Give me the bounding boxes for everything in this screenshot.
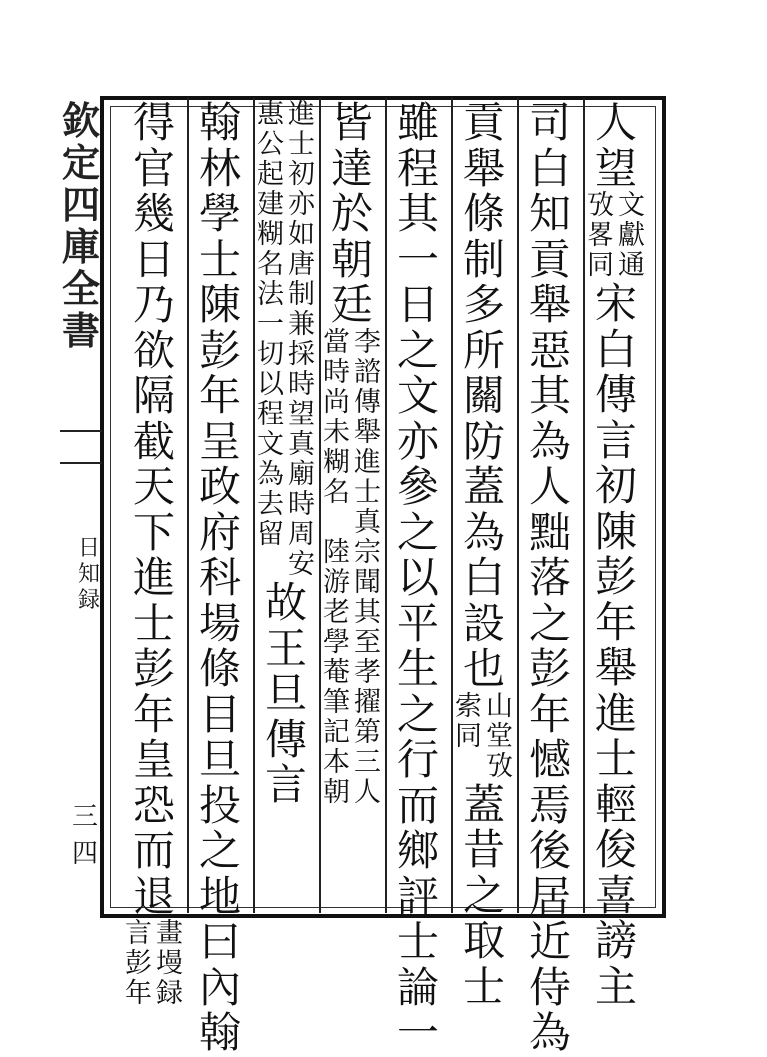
annotation-char: 安 [288,549,315,580]
annotation-char: 時 [288,369,315,400]
annotation-char: 一 [257,309,284,340]
annotation-char: 朝 [323,776,350,808]
main-text-char: 幾 [132,189,175,238]
annotation-char: 至 [354,626,381,658]
main-text-char: 參 [396,462,439,511]
annotation-char: 糊 [257,219,284,250]
annotation-char [332,508,341,538]
annotation-char: 墁 [156,948,183,979]
main-text-char: 截 [132,416,175,466]
annotation-line-right [156,919,183,1009]
main-text-char: 舉 [594,643,637,692]
main-text-char: 亦 [396,416,439,466]
main-text-char: 後 [528,826,571,875]
main-text-char: 進 [132,553,175,602]
book-title-char: 録 [78,588,101,613]
main-text-char: 以 [396,553,439,602]
annotation-char: 舉 [354,416,381,448]
annotation-char: 同 [587,250,614,281]
main-text-char: 呈 [198,416,241,466]
annotation-char: 兼 [288,309,315,340]
main-text-char: 乃 [132,280,175,329]
book-title-char: 知 [78,562,101,587]
main-text-char: 下 [132,507,175,557]
main-text [595,100,637,191]
main-text-char: 之 [198,826,241,875]
main-text-char: 評 [396,871,439,921]
annotation-char: 筆 [323,686,350,718]
main-text-char: 防 [462,416,505,466]
annotation-char: 記 [323,716,350,748]
main-text-char: 憾 [528,735,571,784]
main-text-char: 達 [330,143,373,193]
annotation-char: 程 [257,399,284,430]
annotation-char: 三 [354,746,381,778]
main-text-char: 陳 [198,280,241,329]
main-text-char: 取 [462,916,505,965]
annotation-char: 堂 [486,720,513,752]
book-title-char: 日 [78,536,101,561]
collection-title-char: 書 [62,308,101,353]
annotation-char: 録 [156,978,183,1009]
main-text-char: 蓋 [462,779,505,829]
main-text-char: 皇 [132,735,175,784]
page-number: 三四 [72,802,99,869]
annotation-char: 尚 [323,386,350,418]
main-text-char: 其 [396,189,439,238]
collection-title [62,100,100,352]
main-text-char: 彭 [594,552,637,601]
annotation-char: 李 [354,326,381,358]
main-text-char: 一 [396,1008,439,1057]
annotation-char: 起 [257,159,284,190]
main-text-char: 政 [198,462,241,511]
annotation-char: 菴 [323,656,350,688]
main-text-char: 鄉 [396,826,439,875]
main-text-char: 其 [528,371,571,420]
main-text-char: 初 [594,461,637,510]
annotation-char: 如 [288,219,315,250]
main-text-char: 焉 [528,780,571,830]
main-text [463,100,505,692]
annotation-char: 惠 [257,99,284,130]
main-text-char: 官 [132,143,175,193]
annotation-line-right [618,191,645,281]
annotation-char: 陸 [323,536,350,568]
main-text-char: 多 [462,280,505,329]
main-text-char: 蓋 [462,462,505,511]
main-text-char: 舉 [462,143,505,193]
annotation-char: 聞 [354,566,381,598]
annotation-char: 周 [288,519,315,550]
main-text-char: 舉 [528,280,571,329]
main-text-char: 輕 [594,779,637,829]
annotation-char: 為 [257,459,284,490]
main-text-char: 朝 [330,234,373,284]
main-text-char: 論 [396,962,439,1012]
annotation-char: 本 [323,746,350,778]
main-text-char: 生 [396,644,439,693]
collection-title-char: 全 [62,266,101,311]
annotation-char: 當 [323,326,350,358]
main-text-char: 旦 [198,735,241,784]
main-text-char: 彭 [198,325,241,375]
annotation-char: 留 [257,519,284,550]
annotation-char: 人 [354,776,381,808]
annotation-line-left [125,919,152,1009]
collection-title-char: 四 [62,182,101,227]
annotation-char: 初 [288,159,315,190]
annotation-line-left [587,191,614,281]
main-text-char: 人 [528,462,571,511]
annotation-char: 宗 [354,536,381,568]
main-text-char: 年 [528,689,571,739]
main-text-char: 宋 [594,279,637,328]
main-text-char: 侍 [528,962,571,1012]
annotation-char: 學 [323,626,350,658]
main-text-char: 黜 [528,507,571,557]
main-text-char: 昔 [462,825,505,874]
main-text-char: 貢 [528,234,571,284]
annotation-char: 畫 [156,918,183,949]
main-text-char: 雖 [396,98,439,147]
annotation-line-left [323,328,350,808]
annotation-char: 游 [323,566,350,598]
main-text-char: 陳 [594,506,637,556]
annotation-char: 去 [257,489,284,520]
main-text-char: 司 [528,98,571,147]
annotation-char: 獻 [618,220,645,251]
main-text-char: 貢 [462,98,505,147]
main-text-char: 言 [594,415,637,465]
annotation-char: 未 [323,416,350,448]
main-text [199,100,241,1056]
main-text [331,100,373,328]
annotation-char: 以 [257,369,284,400]
annotation-char: 進 [288,99,315,130]
main-text-char: 所 [462,325,505,375]
annotation-char: 法 [257,279,284,310]
main-text-char: 傳 [264,714,307,764]
page-spine [60,96,102,918]
annotation-char: 糊 [323,446,350,478]
main-text-char: 旦 [264,669,307,718]
collection-title-char: 庫 [62,224,101,269]
annotation-line-left [455,692,482,782]
main-text [595,281,637,1009]
main-text [397,100,439,1056]
main-text [265,580,307,808]
collection-title-char: 定 [62,140,101,185]
main-text-char: 之 [528,598,571,648]
text-column [323,98,381,910]
text-column [587,98,645,1011]
main-text-char: 士 [594,734,637,783]
annotation-line-right [288,100,315,580]
main-text-char: 之 [396,507,439,557]
main-text-char: 王 [264,623,307,673]
main-text-char: 士 [396,917,439,966]
main-text-char: 曰 [198,917,241,966]
annotation-char: 亦 [288,189,315,220]
annotation-char: 真 [288,429,315,460]
text-column [195,98,245,1057]
main-text-char: 府 [198,507,241,557]
main-text-char: 年 [132,689,175,739]
annotation-line-left [257,100,284,580]
main-text-char: 彭 [132,644,175,693]
annotation-char: 索 [455,690,482,722]
annotation-char: 唐 [288,249,315,280]
annotation-char: 文 [618,190,645,221]
annotation-note [125,919,183,1009]
annotation-char: 言 [125,918,152,949]
annotation-char: 切 [257,339,284,370]
main-text-char: 為 [528,416,571,466]
main-text-char: 目 [198,689,241,739]
main-text-char: 欲 [132,325,175,375]
main-text-char: 士 [462,961,505,1011]
text-column [393,98,443,1057]
annotation-char: 制 [288,279,315,310]
annotation-char: 擢 [354,686,381,718]
main-text-char: 之 [462,870,505,920]
main-text-char: 白 [462,553,505,602]
main-text-char: 投 [198,780,241,830]
annotation-char: 採 [288,339,315,370]
main-text-char: 制 [462,234,505,284]
annotation-line-right [486,692,513,782]
annotation-note [455,692,513,782]
main-text-char: 於 [330,189,373,238]
annotation-char: 孝 [354,656,381,688]
main-text-char: 進 [594,688,637,738]
main-text-char: 文 [396,371,439,420]
annotation-char: 望 [288,399,315,430]
main-text-char: 傳 [594,370,637,419]
main-text-char: 為 [462,507,505,557]
main-text-char: 年 [594,597,637,647]
annotation-char: 攷 [587,190,614,221]
annotation-char: 老 [323,596,350,628]
main-text-char: 恐 [132,780,175,830]
main-text-char: 白 [528,143,571,193]
main-text-char: 場 [198,598,241,648]
annotation-char: 山 [486,690,513,722]
annotation-char: 同 [455,720,482,752]
main-text-char: 日 [132,234,175,284]
annotation-note [323,328,381,808]
main-text [133,100,175,919]
main-text [529,100,571,1056]
main-text-char: 廷 [330,280,373,329]
page-border [100,96,666,921]
annotation-char: 其 [354,596,381,628]
main-text-char: 之 [396,325,439,375]
annotation-char: 真 [354,506,381,538]
main-text-char: 關 [462,371,505,420]
main-text-char: 林 [198,143,241,193]
main-text-char: 惡 [528,325,571,375]
main-text-char: 居 [528,871,571,921]
text-column [125,98,183,1009]
main-text-char: 翰 [198,1008,241,1057]
annotation-char: 時 [288,489,315,520]
main-text-char: 為 [528,1008,571,1057]
main-text-char: 士 [132,598,175,648]
annotation-char: 攷 [486,750,513,782]
main-text-char: 知 [528,189,571,238]
annotation-note [587,191,645,281]
main-text-char: 翰 [198,98,241,147]
annotation-char: 諮 [354,356,381,388]
main-text-char: 平 [396,598,439,648]
main-text-char: 而 [132,826,175,875]
annotation-char: 彭 [125,948,152,979]
column-rule [385,98,387,913]
main-text-char: 落 [528,553,571,602]
main-text-char: 天 [132,462,175,511]
main-text-char: 設 [462,598,505,648]
main-text-char: 白 [594,324,637,374]
column-rule [187,98,189,913]
annotation-line-right [354,328,381,808]
main-text-char: 行 [396,735,439,784]
text-column [525,98,575,1057]
annotation-char: 進 [354,446,381,478]
column-rule [319,98,321,913]
main-text-char: 隔 [132,371,175,420]
main-text-char: 條 [462,189,505,238]
main-text-char: 而 [396,780,439,830]
column-rule [583,98,585,913]
annotation-char: 文 [257,429,284,460]
main-text-char: 一 [396,234,439,284]
main-text-char: 故 [264,578,307,627]
annotation-char: 名 [257,249,284,280]
annotation-char: 傳 [354,386,381,418]
annotation-char: 通 [618,250,645,281]
main-text-char: 得 [132,98,175,147]
annotation-note [257,100,315,580]
main-text-char: 望 [594,143,637,193]
annotation-char: 建 [257,189,284,220]
annotation-char: 畧 [587,220,614,251]
main-text-char: 也 [462,644,505,693]
text-column [257,99,315,910]
annotation-char: 時 [323,356,350,388]
main-text-char: 士 [198,234,241,284]
column-rule [253,98,255,913]
main-text-char: 科 [198,553,241,602]
annotation-char: 第 [354,716,381,748]
main-text-char: 條 [198,644,241,693]
annotation-char: 年 [125,978,152,1009]
main-text-char: 近 [528,917,571,966]
main-text-char: 謗 [594,916,637,965]
annotation-char: 士 [288,129,315,160]
column-rule [517,98,519,913]
text-column [455,98,513,1011]
column-rule [451,98,453,913]
main-text-char: 內 [198,962,241,1012]
main-text-char: 人 [594,98,637,147]
main-text-char: 之 [396,689,439,739]
main-text [462,779,505,1011]
main-text-char: 彭 [528,644,571,693]
main-text-char: 學 [198,189,241,238]
main-text-char: 程 [396,143,439,193]
main-text-char: 喜 [594,870,637,920]
main-text-char: 年 [198,371,241,420]
annotation-char: 公 [257,129,284,160]
main-text-char: 言 [264,760,307,809]
annotation-char: 士 [354,476,381,508]
main-text-char: 主 [594,961,637,1011]
annotation-char: 廟 [288,459,315,490]
collection-title-char: 欽 [62,98,101,143]
fishtail-ornament [60,430,102,464]
main-text-char: 地 [198,871,241,921]
main-text-char: 俊 [594,825,637,874]
annotation-char: 名 [323,476,350,508]
main-text-char: 退 [132,871,175,921]
main-text-char: 皆 [330,98,373,147]
main-text-char: 日 [396,280,439,329]
book-title [78,536,100,614]
